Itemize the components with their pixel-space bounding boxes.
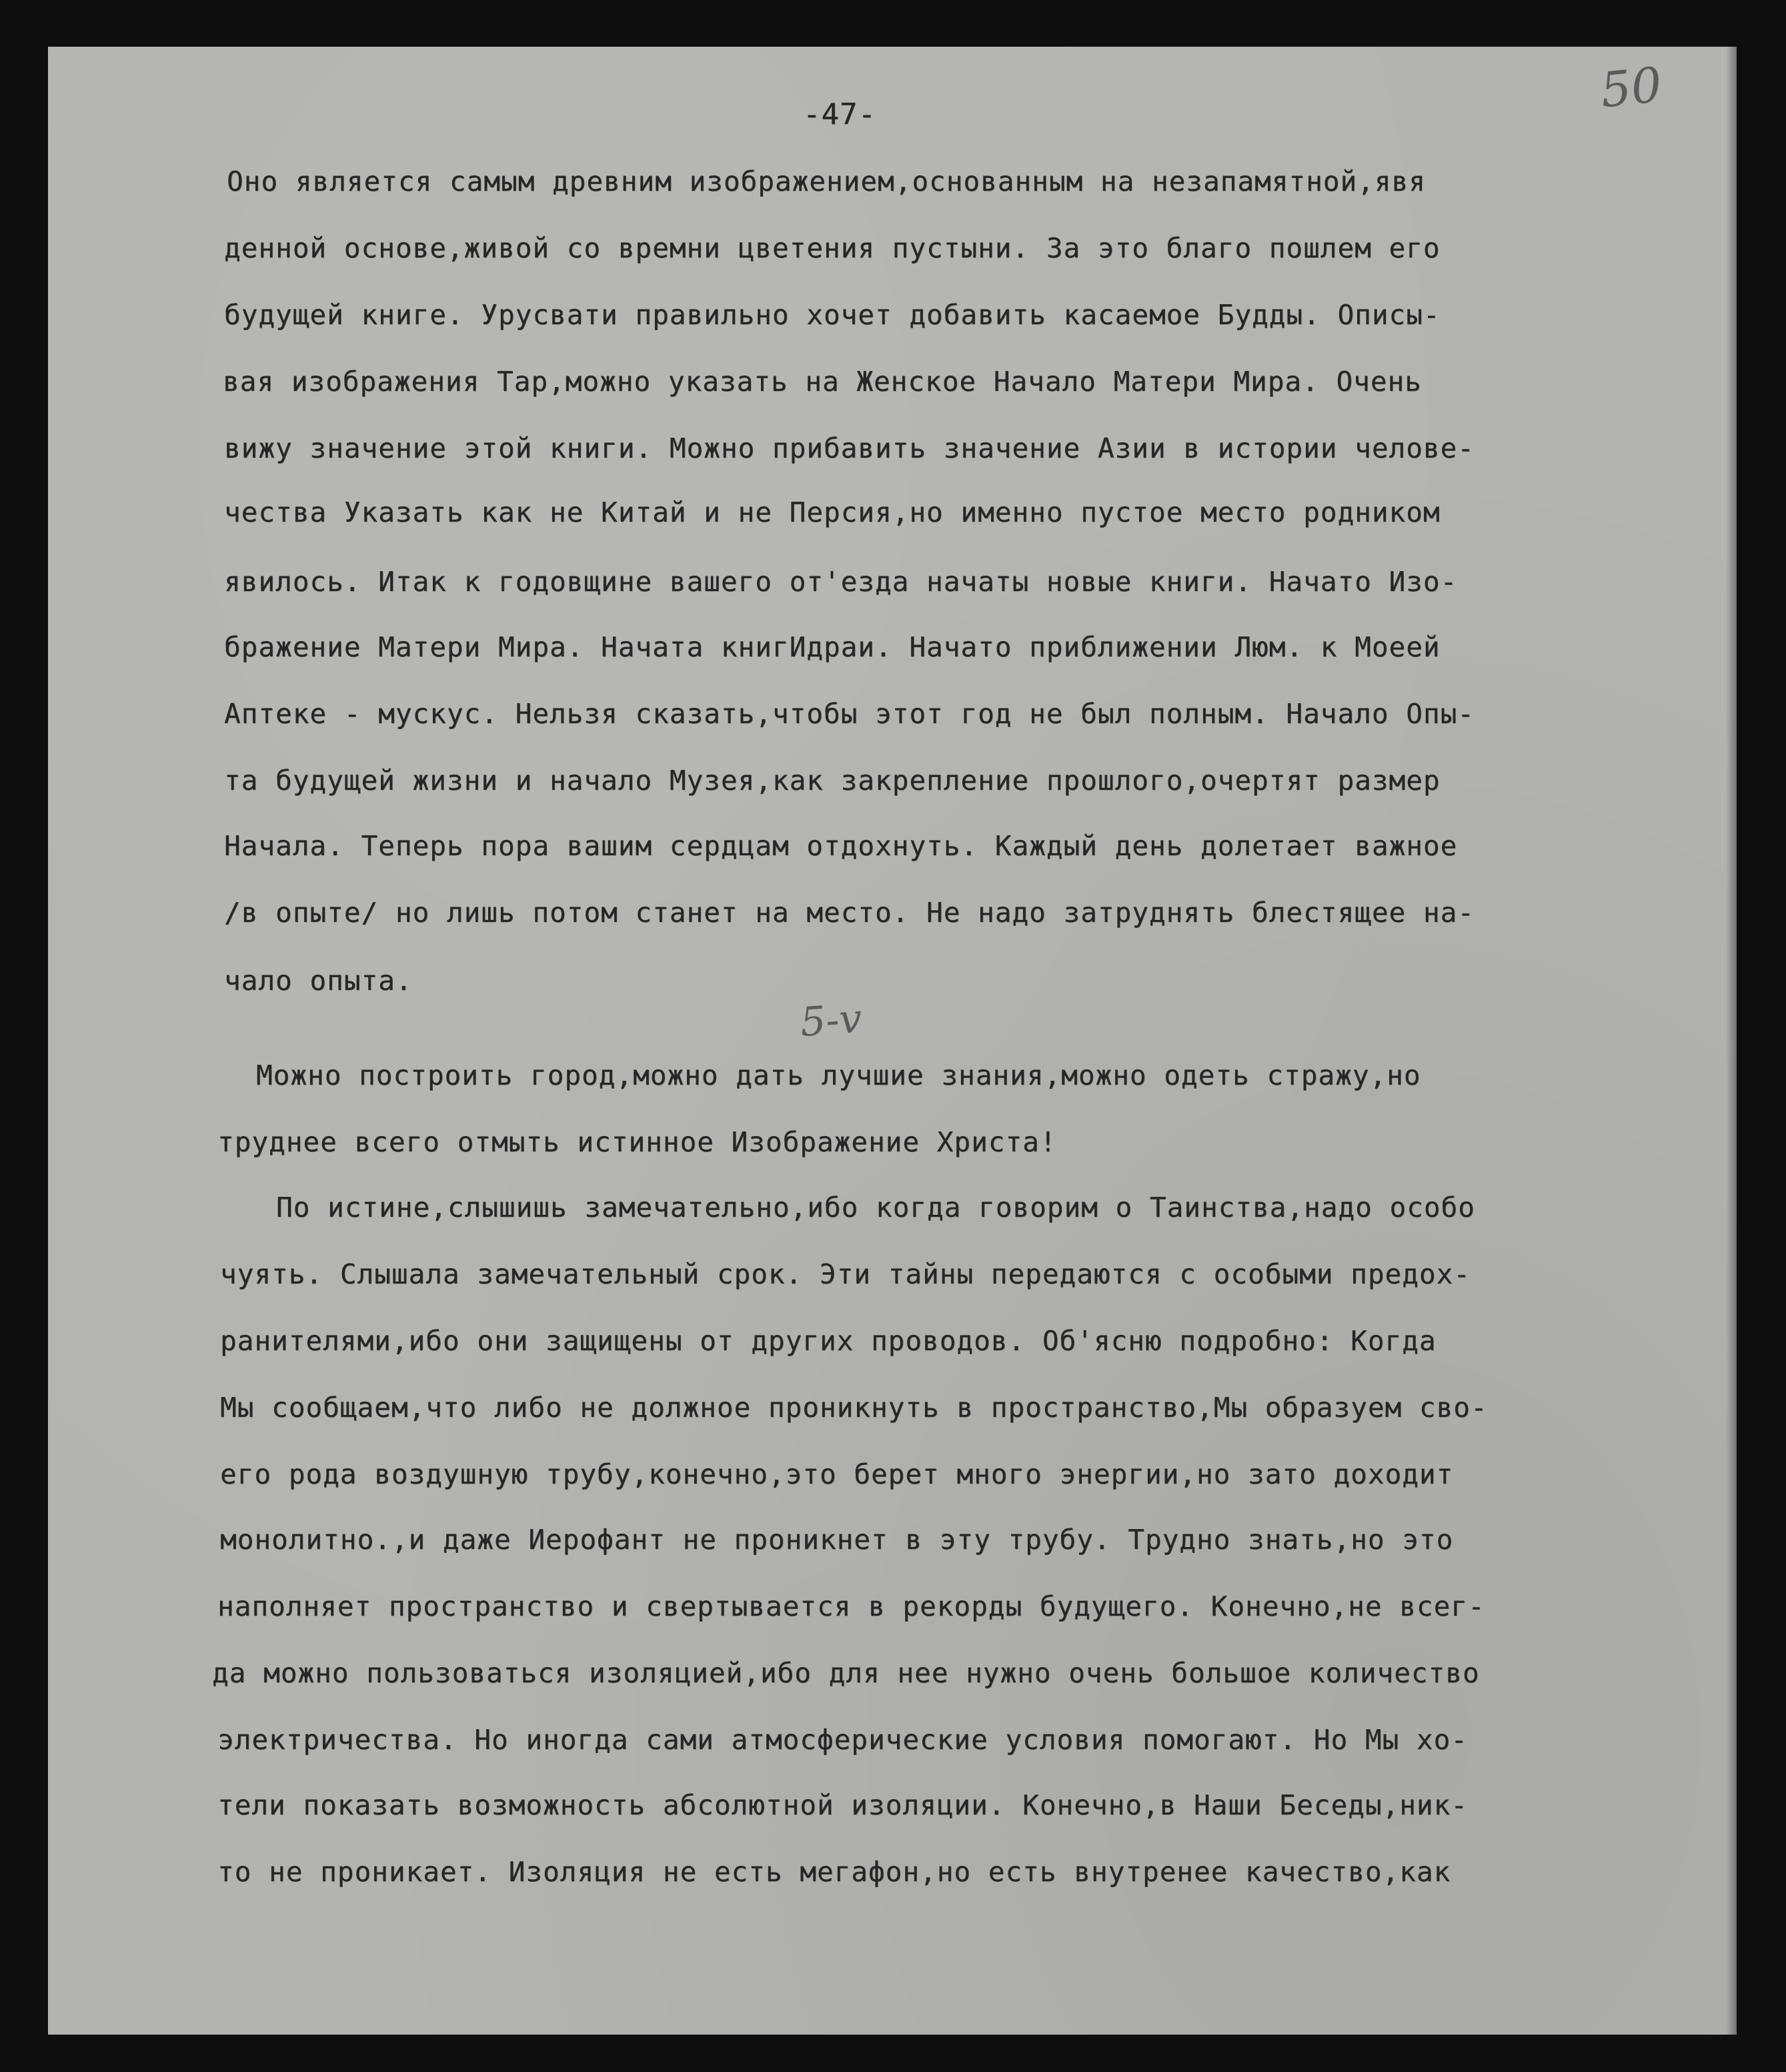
text-line: наполняет пространство и свертывается в рекорды будущего. Конечно,не всег- <box>217 1590 1485 1622</box>
text-line: Аптеке - мускус. Нельзя сказать,чтобы этот год не был полным. Начало Опы- <box>224 698 1475 730</box>
text-line: Можно построить город,можно дать лучшие знания,можно одеть стражу,но <box>256 1059 1421 1091</box>
text-line: явилось. Итак к годовщине вашего от'езда начаты новые книги. Начато Изо- <box>224 566 1458 598</box>
text-line: да можно пользоваться изоляцией,ибо для нее нужно очень большое количество <box>212 1657 1480 1689</box>
text-line: то не проникает. Изоляция не есть мегафон,но есть внутренее качество,как <box>217 1856 1451 1888</box>
text-line: труднее всего отмыть истинное Изображение Христа! <box>217 1126 1057 1158</box>
text-line: вая изображения Тар,можно указать на Женское Начало Матери Мира. Очень <box>223 366 1422 398</box>
text-line: чало опыта. <box>224 965 413 997</box>
page-edge-shadow <box>1726 47 1737 2035</box>
page-number: -47- <box>803 97 876 131</box>
text-line: денной основе,живой со времни цветения пустыни. За это благо пошлем его <box>224 232 1441 264</box>
text-line: тели показать возможность абсолютной изоляции. Конечно,в Наши Беседы,ник- <box>217 1789 1468 1821</box>
text-line: та будущей жизни и начало Музея,как закрепление прошлого,очертят размер <box>224 764 1441 797</box>
text-line: Оно является самым древним изображением,основанным на незапамятной,явя <box>227 165 1426 197</box>
text-line: /в опыте/ но лишь потом станет на место. Не надо затруднять блестящее на- <box>224 897 1475 929</box>
text-line: По истине,слышишь замечательно,ибо когда говорим о Таинства,надо особо <box>276 1191 1475 1223</box>
pencil-note: 5-v <box>798 995 864 1047</box>
text-line: ранителями,ибо они защищены от других проводов. Об'ясню подробно: Когда <box>220 1325 1437 1357</box>
text-line: вижу значение этой книги. Можно прибавить значение Азии в истории челове- <box>224 432 1475 464</box>
text-line: будущей книге. Урусвати правильно хочет добавить касаемое Будды. Описы- <box>224 299 1441 331</box>
folio-number: 50 <box>1597 56 1665 119</box>
text-line: монолитно.,и даже Иерофант не проникнет в эту трубу. Трудно знать,но это <box>220 1524 1454 1556</box>
text-line: Начала. Теперь пора вашим сердцам отдохнуть. Каждый день долетает важное <box>224 830 1458 862</box>
text-line: электричества. Но иногда сами атмосферические условия помогают. Но Мы хо- <box>217 1724 1468 1756</box>
text-line: его рода воздушную трубу,конечно,это берет много энергии,но зато доходит <box>220 1458 1454 1490</box>
text-line: бражение Матери Мира. Начата книгИдраи. Начато приближении Люм. к Моеей <box>224 631 1441 663</box>
text-line: чуять. Слышала замечательный срок. Эти тайны передаются с особыми предох- <box>220 1258 1471 1290</box>
text-line: Мы сообщаем,что либо не должное проникнуть в пространство,Мы образуем сво- <box>220 1392 1488 1424</box>
text-line: чества Указать как не Китай и не Персия,но именно пустое место родником <box>224 496 1441 528</box>
